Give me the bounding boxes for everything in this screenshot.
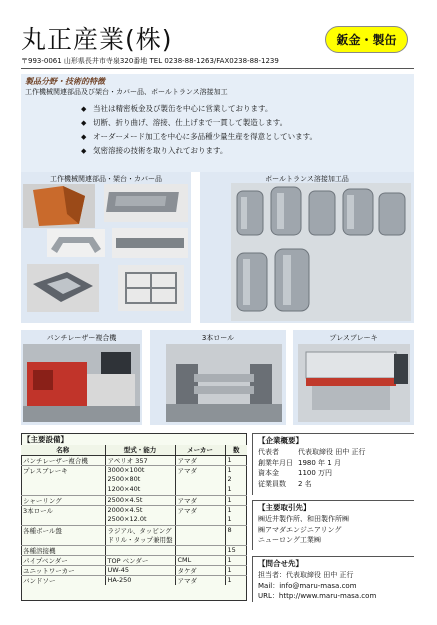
welding-label: ボールトランス溶接加工品 — [265, 175, 349, 183]
three-roll-label: 3本ロール — [201, 334, 235, 342]
table-row: 2500×12.0t 1 — [21, 515, 247, 525]
customer-item: ㈱近井製作所、和田製作所㈱ — [258, 515, 349, 523]
table-row: 3本ロール 2000×4.5t アマダ 1 — [23, 505, 232, 515]
equipment-table — [21, 433, 247, 585]
table-row: 2500×80t 2 — [21, 475, 247, 485]
diamond-bullet-icon: ◆ — [81, 105, 87, 113]
product-photo-bar — [112, 228, 188, 258]
feature-item: ◆ 気密溶接の技術を取り入れております。 — [81, 144, 381, 158]
product-photo-cover — [23, 184, 95, 228]
punch-laser-photo — [23, 344, 140, 422]
features-section — [21, 74, 414, 172]
features-subtitle: 工作機械関連部品及び架台・カバー品、ボールトランス溶接加工 — [25, 88, 228, 96]
customer-item: ㈱アマダエンジニアリング — [258, 525, 342, 534]
product-photo-stand — [118, 265, 184, 311]
contact-url[interactable]: URL：http://www.maru-masa.com — [258, 592, 377, 600]
table-row: ドリル・タップ兼用盤 — [21, 535, 247, 545]
product-photo-plate — [104, 184, 188, 222]
company-name: 丸正産業(株) — [21, 25, 173, 54]
table-row: 1200×40t 1 — [21, 485, 247, 495]
diamond-bullet-icon: ◆ — [81, 119, 87, 127]
col-header-model: 型式・能力 — [105, 445, 175, 455]
table-row: ユニットワーカー UW-45 タケダ 1 — [21, 565, 247, 575]
header-divider — [21, 68, 414, 69]
features-title: 製品分野・技術的特徴 — [25, 77, 105, 86]
contact-mail[interactable]: Mail：info@maru-masa.com — [258, 581, 357, 590]
welding-photo — [231, 183, 411, 321]
feature-item: ◆ オーダーメード加工を中心に多品種少量生産を得意としています。 — [81, 130, 381, 144]
products-label: 工作機械関連部品・架台・カバー品 — [50, 175, 162, 183]
table-row: パイプベンダー TOP ベンダー CML 1 — [21, 555, 247, 565]
col-header-name: 名称 — [21, 445, 105, 455]
contact-info — [252, 558, 414, 602]
press-brake-photo — [298, 344, 410, 422]
contact-title: 【問合せ先】 — [258, 559, 303, 568]
diamond-bullet-icon: ◆ — [81, 133, 87, 141]
table-row: パンチレーザー複合機 アペリオ 357 アマダ 1 — [21, 455, 247, 465]
product-photo-bracket — [47, 229, 105, 257]
three-roll-photo — [166, 344, 282, 422]
customer-item: ニューロング工業㈱ — [258, 536, 321, 544]
col-header-qty: 数 — [225, 445, 247, 455]
profile-title: 【企業概要】 — [258, 436, 303, 445]
table-row: バンドソー HA-250 アマダ 1 — [23, 575, 232, 585]
table-row: プレスブレーキ 3000×100t アマダ 1 — [23, 465, 232, 475]
punch-laser-label: パンチレーザー複合機 — [46, 334, 117, 342]
features-list — [81, 102, 381, 158]
feature-item: ◆ 切断、折り曲げ、溶接、仕上げまで一貫して製造します。 — [81, 116, 381, 130]
company-address: 〒993-0061 山形県長井市寺泉320番地 TEL 0238-88-1263/FAX0238-88-1239 — [21, 57, 279, 65]
col-header-maker: メーカー — [175, 445, 225, 455]
table-row: 各種ボール盤 ラジアル、タッピング 8 — [23, 525, 232, 535]
company-profile — [252, 435, 414, 489]
main-customers — [252, 502, 414, 546]
product-photo-frame — [27, 264, 99, 312]
profile-row: 創業年月日 1980 年 1 月 — [258, 458, 341, 467]
table-row: シャーリング 2500×4.5t アマダ 1 — [21, 495, 247, 505]
profile-row: 資本金 1100 万円 — [258, 469, 333, 477]
equipment-title: 【主要設備】 — [23, 435, 68, 444]
profile-row: 代表者 代表取締役 田中 正行 — [258, 448, 366, 456]
contact-person: 担当者：代表取締役 田中 正行 — [258, 571, 354, 579]
table-row: 各種溶接機 15 — [21, 545, 247, 555]
customers-title: 【主要取引先】 — [258, 503, 311, 512]
diamond-bullet-icon: ◆ — [81, 147, 87, 155]
category-badge: 鈑金・製缶 — [325, 26, 408, 53]
profile-row: 従業員数 2 名 — [258, 479, 312, 488]
feature-item: ◆ 当社は精密板金及び製缶を中心に営業しております。 — [81, 102, 381, 116]
press-brake-label: プレスブレーキ — [329, 334, 378, 342]
